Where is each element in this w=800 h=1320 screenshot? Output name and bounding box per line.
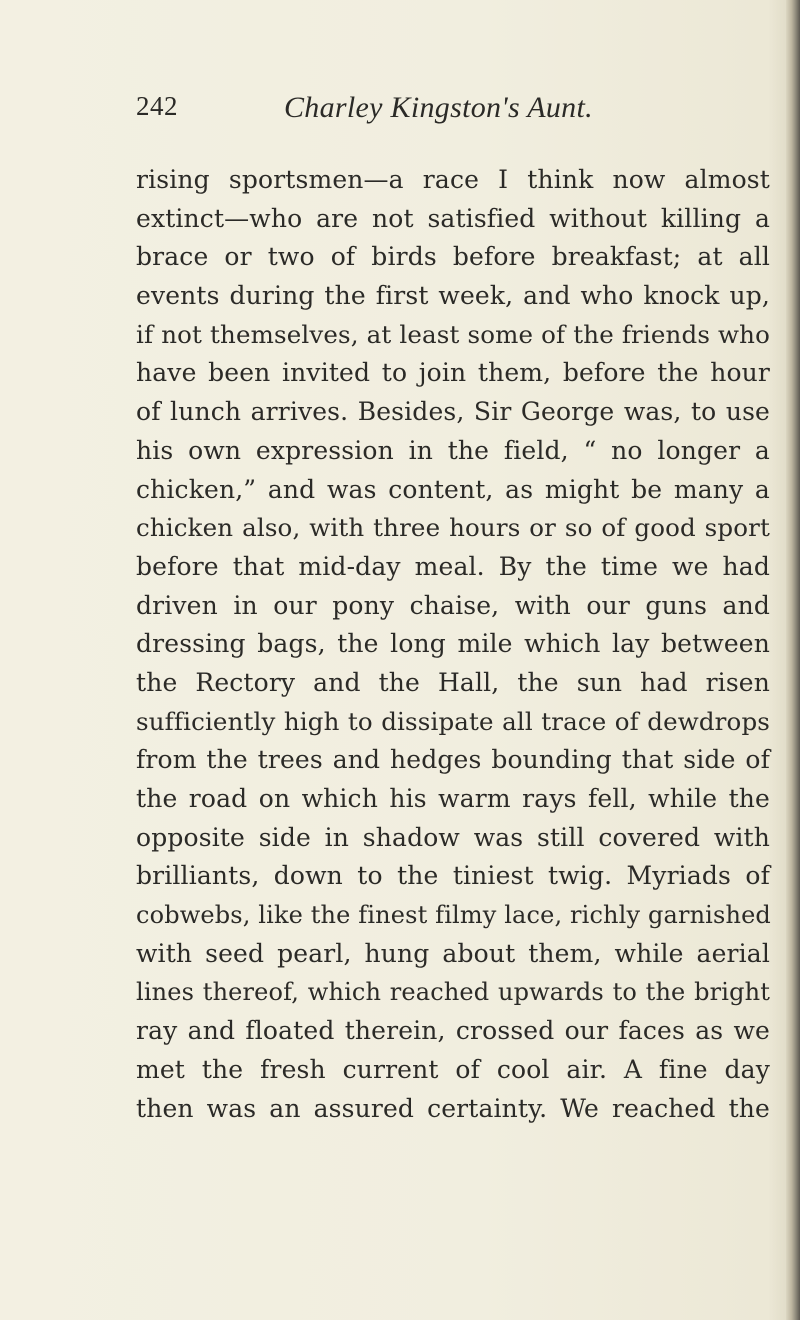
text-line: sufficiently high to dissipate all trace of dewdrops	[136, 706, 770, 736]
text-line: the road on which his warm rays fell, while the	[136, 784, 770, 813]
text-line: cobwebs, like the finest filmy lace, richly garnished	[136, 901, 771, 930]
text-line: of lunch arrives. Besides, Sir George was, to use	[136, 397, 770, 427]
text-line: events during the first week, and who knock up,	[136, 281, 770, 311]
text-line: rising sportsmen—a race I think now almost	[136, 165, 770, 194]
text-line: then was an assured certainty. We reached the	[136, 1093, 770, 1123]
text-line: have been invited to join them, before the hour	[136, 358, 770, 388]
running-header	[136, 91, 756, 135]
text-line: with seed pearl, hung about them, while aerial	[136, 938, 770, 968]
text-line: before that mid-day meal. By the time we had	[136, 551, 770, 581]
text-line: dressing bags, the long mile which lay between	[136, 629, 770, 659]
text-line: from the trees and hedges bounding that side of	[136, 745, 770, 775]
text-line: brace or two of birds before breakfast; at all	[136, 242, 770, 272]
page-gutter-shadow	[786, 0, 800, 1320]
text-line: met the fresh current of cool air. A fine day	[136, 1054, 770, 1084]
text-line: ray and floated therein, crossed our faces as we	[136, 1016, 770, 1046]
text-line: driven in our pony chaise, with our guns and	[136, 590, 770, 620]
text-line: if not themselves, at least some of the friends who	[136, 319, 770, 349]
text-line: the Rectory and the Hall, the sun had risen	[136, 667, 770, 697]
running-title: Charley Kingston's Aunt.	[284, 91, 593, 124]
text-line: brilliants, down to the tiniest twig. Myriads of	[136, 861, 770, 891]
page-number: 242	[136, 91, 178, 121]
body-text	[136, 161, 776, 1128]
text-line: chicken,” and was content, as might be many a	[136, 474, 770, 504]
text-line: chicken also, with three hours or so of good sport	[136, 513, 770, 543]
text-line: extinct—who are not satisfied without killing a	[136, 203, 770, 233]
text-line: opposite side in shadow was still covered with	[136, 822, 770, 852]
text-line: lines thereof, which reached upwards to the bright	[136, 978, 770, 1007]
text-line: his own expression in the field, “ no longer a	[136, 435, 770, 465]
